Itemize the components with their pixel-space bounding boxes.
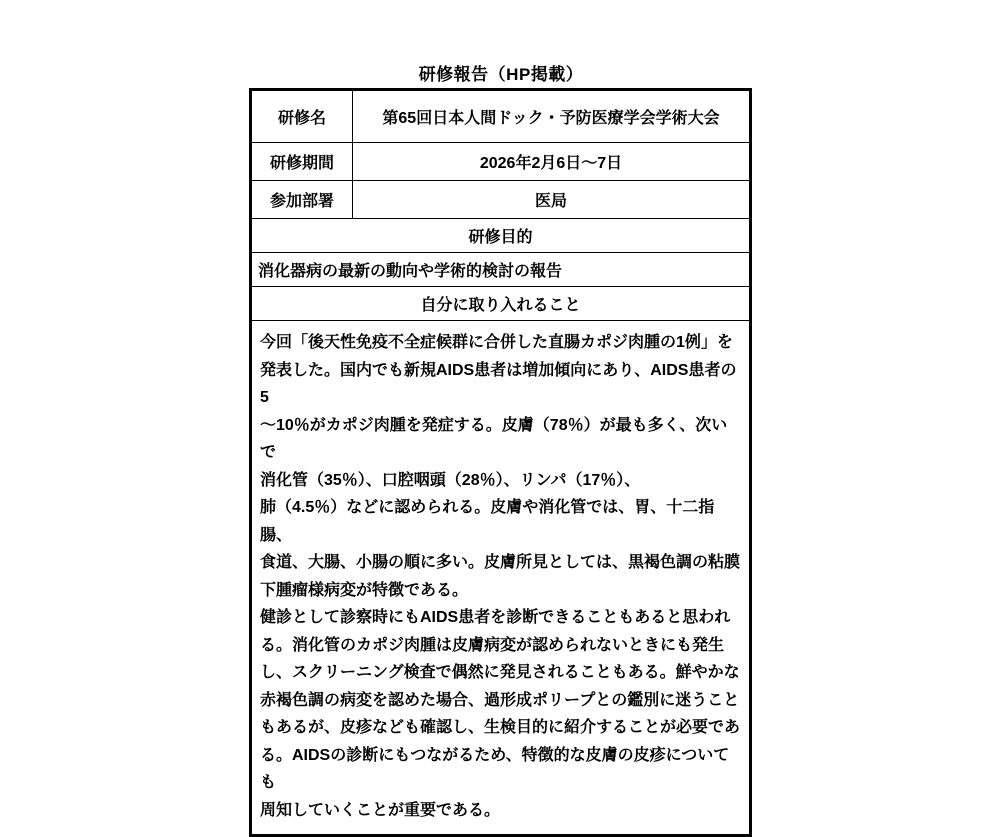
page-title: 研修報告（HP掲載） <box>418 65 584 84</box>
takeaway-heading: 自分に取り入れること <box>420 297 581 314</box>
row-value-cell <box>353 181 750 219</box>
body-line: 発表した。国内でも新規AIDS患者は増加傾向にあり、AIDS患者の5 <box>260 361 737 407</box>
purpose-text-cell <box>252 253 750 287</box>
training-period-label: 研修期間 <box>269 155 334 172</box>
purpose-heading-cell <box>252 219 750 253</box>
table-row <box>252 287 750 321</box>
body-line: し、スクリーニング検査で偶然に発見されることもある。鮮やかな <box>260 664 740 682</box>
body-line: 肺（4.5％）などに認められる。皮膚や消化管では、胃、十二指腸、 <box>260 499 715 544</box>
purpose-text: 消化器病の最新の動向や学術的検討の報告 <box>258 263 563 280</box>
table-row <box>252 143 750 181</box>
body-line: る。AIDSの診断にもつながるため、特徴的な皮膚の皮疹についても <box>260 746 730 792</box>
takeaway-body-cell <box>252 321 750 835</box>
table-row <box>252 219 750 253</box>
body-line: 下腫瘤様病変が特徴である。 <box>260 581 469 599</box>
body-line: 食道、大腸、小腸の順に多い。皮膚所見としては、黒褐色調の粘膜 <box>260 554 741 572</box>
report-table <box>249 88 752 837</box>
body-line: 赤褐色調の病変を認めた場合、過形成ポリープとの鑑別に迷うこと <box>260 691 740 709</box>
training-name-value: 第65回日本人間ドック・予防医療学会学術大会 <box>382 110 720 127</box>
training-period-value: 2026年2月6日〜7日 <box>479 155 623 172</box>
department-label: 参加部署 <box>269 193 334 210</box>
row-label-cell <box>252 181 353 219</box>
table-row <box>252 91 750 143</box>
purpose-heading: 研修目的 <box>468 229 533 246</box>
table-row <box>252 181 750 219</box>
takeaway-heading-cell <box>252 287 750 321</box>
body-line: 今回「後天性免疫不全症候群に合併した直腸カポジ肉腫の1例」を <box>260 334 733 351</box>
body-line: 健診として診察時にもAIDS患者を診断できることもあると思われ <box>260 609 731 627</box>
body-line: 〜10％がカポジ肉腫を発症する。皮膚（78％）が最も多く、次いで <box>260 416 728 462</box>
takeaway-body <box>252 321 749 834</box>
row-label-cell <box>252 91 353 143</box>
training-name-label: 研修名 <box>277 110 326 127</box>
body-line: もあるが、皮疹なども確認し、生検目的に紹介することが必要であ <box>260 719 741 737</box>
department-value: 医局 <box>534 193 567 210</box>
row-label-cell <box>252 143 353 181</box>
body-line: 周知していくことが重要である。 <box>260 801 501 819</box>
table-row <box>252 321 750 835</box>
table-row <box>252 253 750 287</box>
row-value-cell <box>353 143 750 181</box>
row-value-cell <box>353 91 750 143</box>
body-line: る。消化管のカポジ肉腫は皮膚病変が認められないときにも発生 <box>260 636 725 654</box>
body-line: 消化管（35％）、口腔咽頭（28％）、リンパ（17％）、 <box>260 471 641 489</box>
